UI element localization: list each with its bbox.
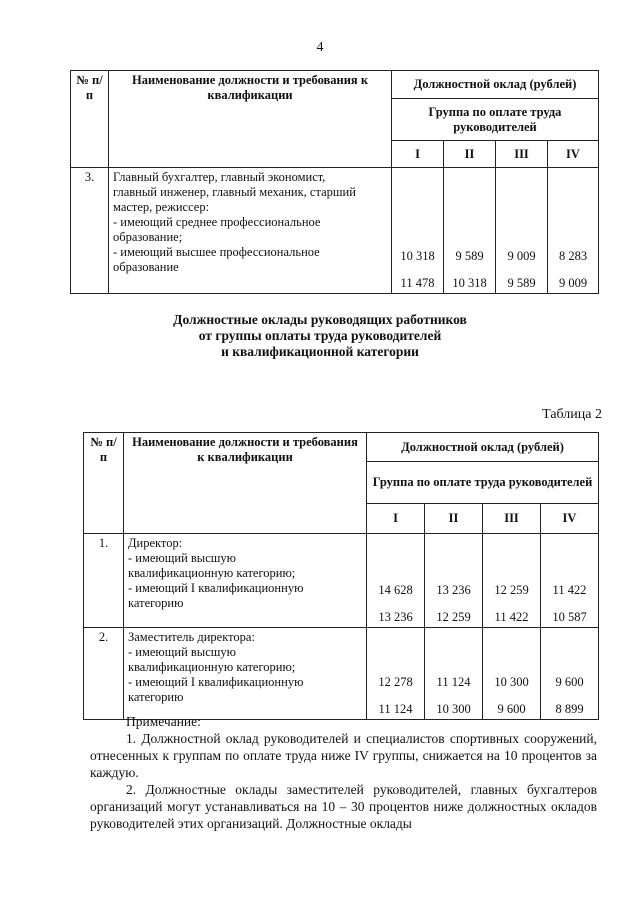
value-cell bbox=[496, 168, 548, 294]
value: 10 300 bbox=[436, 702, 471, 716]
value: 9 600 bbox=[555, 675, 584, 689]
value: 9 009 bbox=[507, 249, 536, 263]
group-header-3: III bbox=[496, 141, 548, 168]
value: 10 300 bbox=[494, 675, 529, 689]
group-header-4: IV bbox=[541, 504, 599, 534]
desc-line: - имеющий среднее профессиональное bbox=[113, 215, 321, 229]
desc-line: - имеющий I квалификационную bbox=[128, 675, 304, 689]
value: 14 628 bbox=[378, 583, 413, 597]
value: 9 600 bbox=[497, 702, 526, 716]
value: 12 278 bbox=[378, 675, 413, 689]
value-cell bbox=[541, 628, 599, 720]
value-cell bbox=[425, 628, 483, 720]
col-name-header: Наименование должности и требования к квалификации bbox=[109, 71, 392, 168]
group-header-4: IV bbox=[548, 141, 599, 168]
desc-line: образование; bbox=[113, 230, 183, 244]
desc-line: образование bbox=[113, 260, 179, 274]
value-cell bbox=[548, 168, 599, 294]
value: 10 318 bbox=[452, 276, 487, 290]
value: 10 587 bbox=[552, 610, 587, 624]
value-cell bbox=[444, 168, 496, 294]
note-paragraph: 1. Должностной оклад руководителей и специалистов спортивных сооружений, отнесенных к группам по оплате труда ниже IV группы, снижается на 10 процентов за каждую. bbox=[90, 731, 597, 780]
row-num: 3. bbox=[71, 168, 109, 294]
value: 11 124 bbox=[436, 675, 471, 689]
desc-line: - имеющий высшую bbox=[128, 551, 236, 565]
value-cell bbox=[483, 534, 541, 628]
value: 8 283 bbox=[558, 249, 588, 263]
value-cell bbox=[367, 534, 425, 628]
table-label: Таблица 2 bbox=[542, 407, 602, 422]
value: 13 236 bbox=[436, 583, 471, 597]
desc-line: Заместитель директора: bbox=[128, 630, 255, 644]
value: 11 422 bbox=[494, 610, 529, 624]
col-salary-header: Должностной оклад (рублей) bbox=[392, 71, 599, 99]
salary-table-2 bbox=[83, 432, 599, 720]
value-cell bbox=[425, 534, 483, 628]
page-number: 4 bbox=[316, 40, 324, 55]
value: 8 899 bbox=[555, 702, 584, 716]
row-description bbox=[124, 534, 367, 628]
group-header-2: II bbox=[425, 504, 483, 534]
col-num-header: № п/п bbox=[84, 433, 124, 534]
desc-line: - имеющий высшее профессиональное bbox=[113, 245, 320, 259]
col-group-header: Группа по оплате труда руководителей bbox=[367, 462, 599, 504]
value: 9 589 bbox=[507, 276, 536, 290]
note-paragraph: 2. Должностные оклады заместителей руководителей, главных бухгалтеров организаций могут устанавливаться на 10 – 30 процентов ниже должностных окладов руководителей этих организаций. Должностные оклады bbox=[90, 782, 597, 831]
salary-table-1 bbox=[70, 70, 599, 294]
desc-line: - имеющий I квалификационную bbox=[128, 581, 304, 595]
table-row bbox=[84, 534, 599, 628]
desc-line: Директор: bbox=[128, 536, 183, 550]
desc-line: квалификационную категорию; bbox=[128, 566, 296, 580]
desc-line: мастер, режиссер: bbox=[113, 200, 210, 214]
heading-line: и квалификационной категории bbox=[221, 344, 419, 359]
notes-title: Примечание: bbox=[126, 714, 201, 729]
value: 12 259 bbox=[436, 610, 471, 624]
value: 12 259 bbox=[494, 583, 529, 597]
notes bbox=[90, 713, 597, 832]
heading-line: Должностные оклады руководящих работников bbox=[173, 312, 467, 327]
col-salary-header: Должностной оклад (рублей) bbox=[367, 433, 599, 462]
value: 13 236 bbox=[378, 610, 413, 624]
value: 11 124 bbox=[378, 702, 413, 716]
table-row bbox=[71, 168, 599, 294]
table-row bbox=[84, 628, 599, 720]
group-header-1: I bbox=[392, 141, 444, 168]
value-cell bbox=[367, 628, 425, 720]
desc-line: Главный бухгалтер, главный экономист, bbox=[113, 170, 326, 184]
row-num: 2. bbox=[84, 628, 124, 720]
value-cell bbox=[392, 168, 444, 294]
value: 9 009 bbox=[558, 276, 588, 290]
desc-line: категорию bbox=[128, 690, 184, 704]
group-header-2: II bbox=[444, 141, 496, 168]
heading-line: от группы оплаты труда руководителей bbox=[198, 328, 442, 343]
value-cell bbox=[483, 628, 541, 720]
row-description bbox=[124, 628, 367, 720]
col-name-header: Наименование должности и требования к квалификации bbox=[124, 433, 367, 534]
group-header-3: III bbox=[483, 504, 541, 534]
row-description bbox=[109, 168, 392, 294]
desc-line: квалификационную категорию; bbox=[128, 660, 296, 674]
value: 10 318 bbox=[400, 249, 435, 263]
row-num: 1. bbox=[84, 534, 124, 628]
desc-line: главный инженер, главный механик, старший bbox=[113, 185, 356, 199]
value: 11 478 bbox=[400, 276, 435, 290]
col-group-header: Группа по оплате труда руководителей bbox=[392, 99, 599, 141]
desc-line: - имеющий высшую bbox=[128, 645, 236, 659]
value-cell bbox=[541, 534, 599, 628]
col-num-header: № п/п bbox=[71, 71, 109, 168]
value: 11 422 bbox=[552, 583, 587, 597]
desc-line: категорию bbox=[128, 596, 184, 610]
section-heading bbox=[0, 312, 640, 360]
group-header-1: I bbox=[367, 504, 425, 534]
value: 9 589 bbox=[455, 249, 484, 263]
